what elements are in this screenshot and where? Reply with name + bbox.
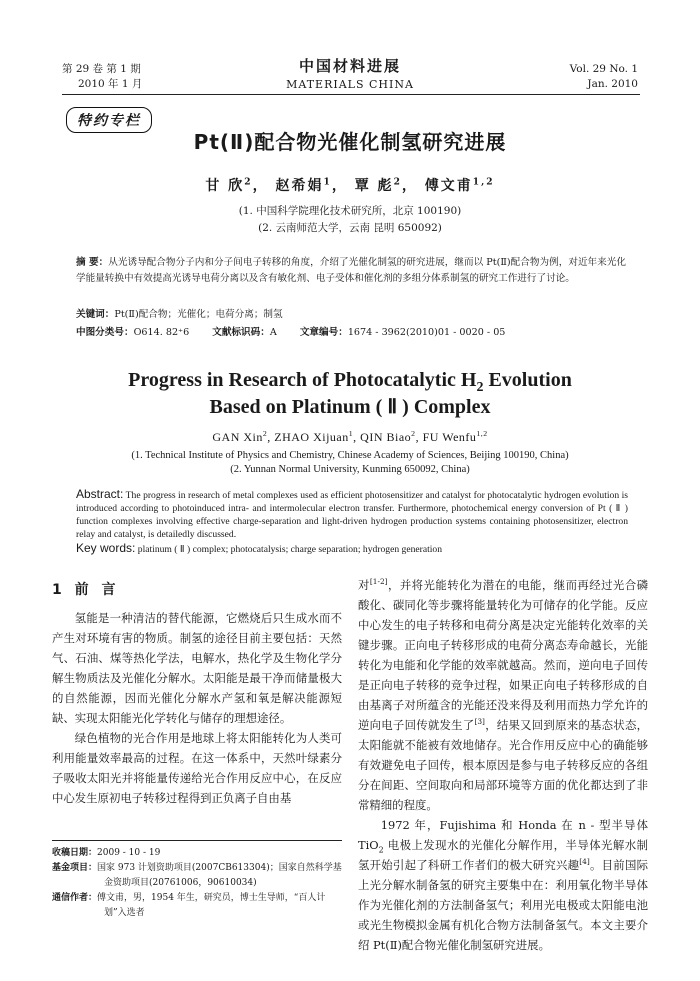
keywords-label-cn: 关键词： xyxy=(76,309,115,320)
abstract-en xyxy=(76,488,628,541)
affiliation-line: (1. Technical Institute of Physics and Chemistry, Chinese Academy of Sciences, Beijing 100190, China) xyxy=(131,450,569,461)
body-column-left xyxy=(52,580,342,808)
article-title-cn: Pt(Ⅱ)配合物光催化制氢研究进展 xyxy=(193,130,507,154)
citation: [1-2] xyxy=(369,577,388,587)
author-en: ZHAO Xijuan xyxy=(274,430,349,444)
citation: [4] xyxy=(579,857,590,867)
section-heading: 1 前 言 xyxy=(52,582,120,598)
abstract-text-cn: 从光诱导配合物分子内和分子间电子转移的角度，介绍了光催化制氢的研究进展，继而以 Pt(Ⅱ)配合物为例，对近年来光化学能量转换中有效提高光诱导电荷分离以及含有敏化剂、电子受体和催化剂的多组分体系制氢的研究工作进行了讨论。 xyxy=(76,257,626,284)
citation: [3] xyxy=(474,717,485,727)
author-en: QIN Biao xyxy=(360,430,412,444)
affiliations-en xyxy=(0,449,700,477)
body-column-right xyxy=(358,575,648,955)
doc-code: A xyxy=(269,327,277,338)
header-divider xyxy=(62,94,640,95)
affiliation-line: (2. Yunnan Normal University, Kunming 650092, China) xyxy=(230,464,470,475)
journal-title-en: MATERIALS CHINA xyxy=(286,78,414,91)
author-cn: 傅文甫 xyxy=(424,178,473,194)
paragraph: 对[1-2]，并将光能转化为潜在的电能，继而再经过光合磷酸化、碳同化等步骤将能量转化为可储存的化学能。反应中心发生的电子转移和电荷分离是决定光能转化效率的关键步骤。正向电子转移形成的电荷分离态寿命越长，光能转化为电能和化学能的效率就越高。然而，逆向电子回传是正向电子转移的竞争过程，如果正向电子转移形成的自由基离子对所蕴含的光能还没来得及利用而热力学允许的逆向电子回传就发生了[3]，结果又回到原来的基态状态，太阳能就不能被有效地储存。光合作用反应中心的确能够有效避免电子回传，根本原因是参与电子转移反应的各组分在间距、空间取向和局部环境等方面的优化都达到了非常精细的程度。 xyxy=(358,577,648,812)
footnote-corresponding-author: 通信作者：傅文甫，男，1954 年生，研究员，博士生导师，“百人计划”入选者 xyxy=(52,893,326,918)
volume-issue: 第 29 卷 第 1 期 xyxy=(62,63,141,75)
affiliations-cn xyxy=(0,203,700,237)
footnote-fund: 基金项目：国家 973 计划资助项目(2007CB613304)；国家自然科学基金资助项目(20761006，90610034) xyxy=(52,863,342,888)
footnotes xyxy=(52,846,342,921)
affiliation-line: (2. 云南师范大学，云南 昆明 650092) xyxy=(258,222,442,234)
clc-number: O614. 82⁺6 xyxy=(133,327,190,338)
date-en: Jan. 2010 xyxy=(587,78,638,90)
header-right xyxy=(570,62,638,92)
article-title-en: Progress in Research of Photocatalytic $H_2$ Evolution Based on Platinum ( Ⅱ ) Complex xyxy=(128,369,572,418)
special-column-badge: 特约专栏 xyxy=(66,107,152,133)
authors-cn: 甘 欣$^2$， 赵希娟$^1$， 覃 彪$^2$， 傅文甫$^{1,2}$ xyxy=(205,176,495,194)
abstract-label-cn: 摘 要： xyxy=(76,257,109,268)
author-en: FU Wenfu xyxy=(422,430,477,444)
paragraph: 氢能是一种清洁的替代能源，它燃烧后只生成水而不产生对环境有害的物质。制氢的途径目前主要包括：天然气、石油、煤等热化学法，电解水，热化学及生物化学分解生物质法及光催化分解水。太阳能是最干净而储量极大的自然能源，因而光催化分解水产氢和氧是解决能源短缺、实现太阳能光化学转化与储存的理想途径。 xyxy=(52,611,342,725)
abstract-label-en: Abstract: xyxy=(76,487,124,501)
classification-line: 中图分类号：O614. 82⁺6 文献标识码：A 文章编号：1674 - 3962(2010)01 - 0020 - 05 xyxy=(76,327,506,338)
author-cn: 覃 彪 xyxy=(354,178,394,194)
abstract-text-en: The progress in research of metal complexes used as efficient photosensitizer and catalyst for photocatalytic hydrogen evolution is introduced according to photoinduced intra- and intermolecular electron transfer. Furthermore, photochemical energy conversion of Pt ( Ⅱ ) function complexes involving effective charge-separation and light-driven hydrogen production systems containing photosensitizer, electron relay and catalyst, is detailedly discussed. xyxy=(76,490,628,540)
keywords-cn xyxy=(76,307,636,323)
volume-issue-en: Vol. 29 No. 1 xyxy=(569,63,638,75)
date-cn: 2010 年 1 月 xyxy=(78,78,143,90)
journal-title-cn: 中国材料进展 xyxy=(298,57,401,75)
keywords-label-en: Key words: xyxy=(76,541,136,555)
keywords-text-cn: Pt(Ⅱ)配合物；光催化；电荷分离；制氢 xyxy=(114,309,283,320)
abstract-cn xyxy=(76,255,626,287)
article-number: 1674 - 3962(2010)01 - 0020 - 05 xyxy=(347,327,506,338)
footnote-received: 收稿日期：2009 - 10 - 19 xyxy=(52,848,161,858)
footnote-divider xyxy=(52,840,342,841)
paragraph: 1972 年，Fujishima 和 Honda 在 n - 型半导体 TiO$_2$ 电极上发现水的光催化分解作用，半导体光解水制氢开始引起了科研工作者们的极大研究兴趣[4]。目前国际上光分解水制备氢的研究主要集中在：利用氧化物半导体作为光催化剂的方法制备氢气；利用光电极或太阳能电池或光生物模拟金属有机化合物方法制备氢气。本文主要介绍 Pt(Ⅱ)配合物光催化制氢研究进展。 xyxy=(358,818,648,952)
affiliation-line: (1. 中国科学院理化技术研究所，北京 100190) xyxy=(238,205,462,217)
author-cn: 赵希娟 xyxy=(275,178,324,194)
author-cn: 甘 欣 xyxy=(205,178,245,194)
author-en: GAN Xin xyxy=(212,430,263,444)
keywords-en xyxy=(76,541,628,555)
paragraph: 绿色植物的光合作用是地球上将太阳能转化为人类可利用能量效率最高的过程。在这一体系中，天然叶绿素分子吸收太阳光并将能量传递给光合作用反应中心，在反应中心发生原初电子转移过程得到正负离子自由基 xyxy=(52,731,342,805)
keywords-text-en: platinum ( Ⅱ ) complex; photocatalysis; charge separation; hydrogen generation xyxy=(137,544,443,555)
authors-en: GAN Xin$^2$, ZHAO Xijuan$^1$, QIN Biao$^2$, FU Wenfu$^{1,2}$ xyxy=(212,429,488,444)
